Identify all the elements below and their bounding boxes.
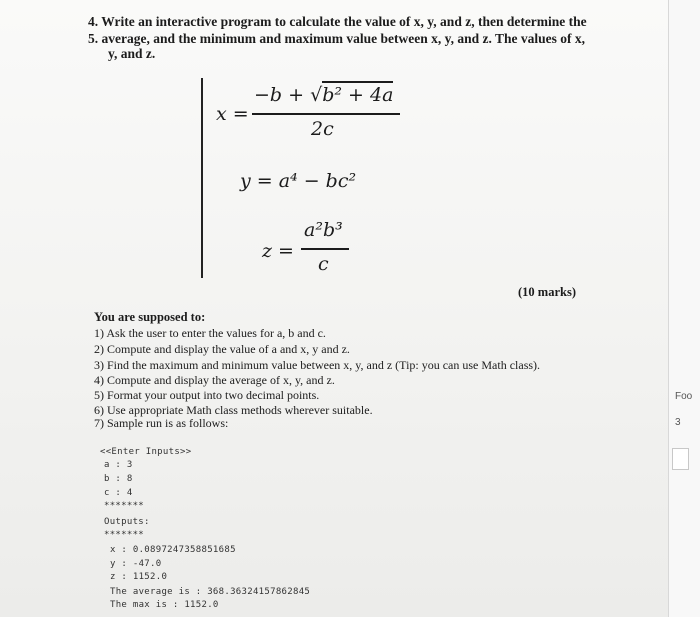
x-formula-numerator <box>254 84 393 106</box>
instructions-heading: You are supposed to: <box>94 310 206 324</box>
marks-label: (10 marks) <box>518 285 576 299</box>
sample-input-b: b : 8 <box>104 474 133 484</box>
instruction-item: 2) Compute and display the value of a and x, y and z. <box>94 342 350 356</box>
z-fraction-line <box>301 248 349 250</box>
x-numerator-prefix: −b + <box>254 84 311 106</box>
instruction-item: 3) Find the maximum and minimum value between x, y, and z (Tip: you can use Math class). <box>94 358 541 372</box>
z-formula-denominator: c <box>318 253 329 275</box>
instruction-item: 1) Ask the user to enter the values for a, b and c. <box>94 326 326 340</box>
x-fraction-line <box>252 113 400 115</box>
x-numerator-radicand: b² + 4a <box>322 81 393 106</box>
sample-output-x: x : 0.0897247358851685 <box>110 545 236 555</box>
instruction-item: 4) Compute and display the average of x, y, and z. <box>94 373 335 387</box>
question-line-3: y, and z. <box>108 46 156 61</box>
sample-header: <<Enter Inputs>> <box>100 447 192 457</box>
sqrt-icon: √ <box>310 84 323 106</box>
sample-output-max: The max is : 1152.0 <box>110 600 219 610</box>
sample-input-a: a : 3 <box>104 460 133 470</box>
z-formula-numerator: a²b³ <box>304 219 343 241</box>
sample-output-average: The average is : 368.36324157862845 <box>110 587 311 597</box>
question-line-2: 5. average, and the minimum and maximum value between x, y, and z. The values of x, <box>88 31 586 46</box>
side-panel-box[interactable] <box>672 448 689 470</box>
formula-margin-bar <box>201 78 203 278</box>
sample-output-z: z : 1152.0 <box>110 572 168 582</box>
sample-separator: ******* <box>104 501 145 511</box>
instruction-item: 7) Sample run is as follows: <box>94 416 229 430</box>
side-panel-label: Foo <box>675 391 693 402</box>
sample-input-c: c : 4 <box>104 488 133 498</box>
question-line-1: 4. Write an interactive program to calculate the value of x, y, and z, then determine the <box>88 14 587 29</box>
x-formula-lhs: x = <box>216 103 249 125</box>
side-panel-number: 3 <box>675 417 681 428</box>
sample-separator: ******* <box>104 530 145 540</box>
y-formula: y = a⁴ − bc² <box>240 170 357 192</box>
instruction-item: 6) Use appropriate Math class methods wherever suitable. <box>94 403 373 417</box>
sample-output-y: y : -47.0 <box>110 559 162 569</box>
z-formula-lhs: z = <box>262 240 294 262</box>
instruction-item: 5) Format your output into two decimal points. <box>94 388 320 402</box>
side-panel <box>668 0 700 617</box>
x-formula-denominator: 2c <box>311 118 334 140</box>
sample-outputs-label: Outputs: <box>104 517 150 527</box>
